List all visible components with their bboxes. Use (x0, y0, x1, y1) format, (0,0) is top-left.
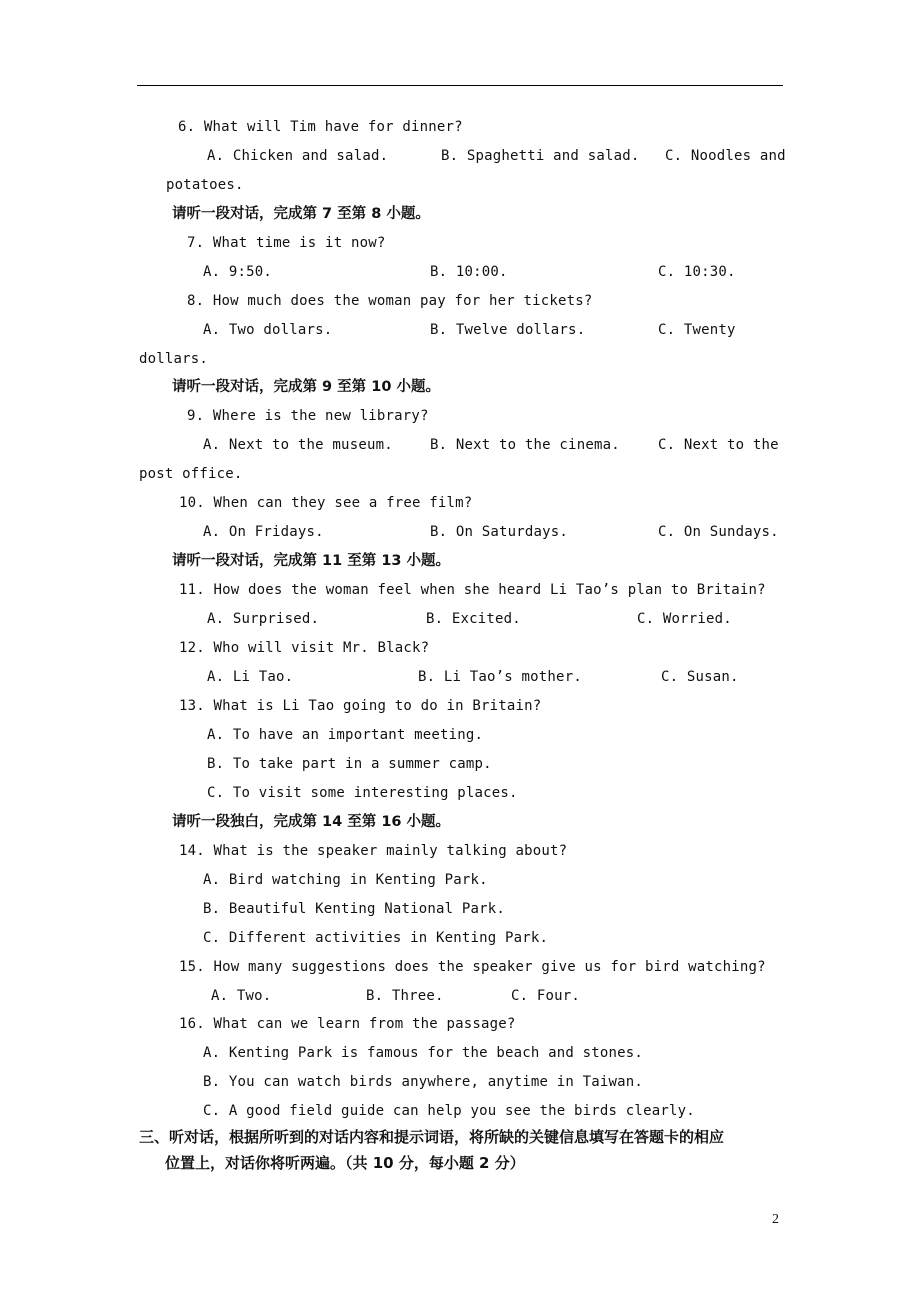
question-8-option-c-continued: dollars. (139, 351, 209, 367)
instruction-14-16: 请听一段独白，完成第 14 至第 16 小题。 (172, 814, 451, 830)
question-6-option-c-continued: potatoes. (166, 177, 244, 193)
question-15-stem: 15. How many suggestions does the speaker give us for bird watching? (179, 959, 766, 975)
question-11-option-a: A. Surprised. (207, 611, 320, 627)
question-8-option-b: B. Twelve dollars. (430, 322, 586, 338)
question-12-stem: 12. Who will visit Mr. Black? (179, 640, 430, 656)
question-10-option-b: B. On Saturdays. (430, 524, 569, 540)
instruction-11-13: 请听一段对话，完成第 11 至第 13 小题。 (172, 553, 451, 569)
question-16-option-b: B. You can watch birds anywhere, anytime in Taiwan. (203, 1074, 644, 1090)
question-15-option-b: B. Three. (366, 988, 444, 1004)
question-6-option-c: C. Noodles and (665, 148, 786, 164)
page-number: 2 (772, 1212, 779, 1227)
question-11-option-c: C. Worried. (637, 611, 732, 627)
question-14-option-a: A. Bird watching in Kenting Park. (203, 872, 488, 888)
question-12-option-a: A. Li Tao. (207, 669, 294, 685)
question-9-option-a: A. Next to the museum. (203, 437, 393, 453)
question-6-stem: 6. What will Tim have for dinner? (178, 119, 463, 135)
question-15-option-a: A. Two. (211, 988, 272, 1004)
section-3-heading-line2: 位置上，对话你将听两遍。（共 10 分，每小题 2 分） (165, 1154, 525, 1172)
question-16-option-c: C. A good field guide can help you see the birds clearly. (203, 1103, 695, 1119)
question-6-option-b: B. Spaghetti and salad. (441, 148, 640, 164)
question-14-option-b: B. Beautiful Kenting National Park. (203, 901, 506, 917)
header-rule (137, 85, 783, 86)
question-14-stem: 14. What is the speaker mainly talking about? (179, 843, 568, 859)
question-16-option-a: A. Kenting Park is famous for the beach and stones. (203, 1045, 644, 1061)
question-13-option-b: B. To take part in a summer camp. (207, 756, 492, 772)
question-7-option-a: A. 9:50. (203, 264, 273, 280)
instruction-9-10: 请听一段对话，完成第 9 至第 10 小题。 (172, 379, 440, 395)
section-3-heading-line1: 三、听对话，根据所听到的对话内容和提示词语，将所缺的关键信息填写在答题卡的相应 (139, 1128, 725, 1146)
question-9-option-c: C. Next to the (658, 437, 779, 453)
question-13-option-c: C. To visit some interesting places. (207, 785, 518, 801)
question-7-option-b: B. 10:00. (430, 264, 508, 280)
question-8-option-c: C. Twenty (658, 322, 736, 338)
question-11-stem: 11. How does the woman feel when she heard Li Tao’s plan to Britain? (179, 582, 766, 598)
question-10-stem: 10. When can they see a free film? (179, 495, 473, 511)
question-11-option-b: B. Excited. (426, 611, 521, 627)
question-9-stem: 9. Where is the new library? (187, 408, 429, 424)
question-15-option-c: C. Four. (511, 988, 581, 1004)
question-13-option-a: A. To have an important meeting. (207, 727, 484, 743)
question-12-option-c: C. Susan. (661, 669, 739, 685)
question-16-stem: 16. What can we learn from the passage? (179, 1016, 516, 1032)
question-8-stem: 8. How much does the woman pay for her tickets? (187, 293, 593, 309)
question-9-option-c-continued: post office. (139, 466, 243, 482)
question-10-option-c: C. On Sundays. (658, 524, 779, 540)
question-14-option-c: C. Different activities in Kenting Park. (203, 930, 549, 946)
question-9-option-b: B. Next to the cinema. (430, 437, 620, 453)
question-13-stem: 13. What is Li Tao going to do in Britain? (179, 698, 542, 714)
question-10-option-a: A. On Fridays. (203, 524, 324, 540)
question-7-stem: 7. What time is it now? (187, 235, 386, 251)
question-8-option-a: A. Two dollars. (203, 322, 333, 338)
instruction-7-8: 请听一段对话，完成第 7 至第 8 小题。 (172, 206, 430, 222)
question-6-option-a: A. Chicken and salad. (207, 148, 389, 164)
question-12-option-b: B. Li Tao’s mother. (418, 669, 582, 685)
question-7-option-c: C. 10:30. (658, 264, 736, 280)
